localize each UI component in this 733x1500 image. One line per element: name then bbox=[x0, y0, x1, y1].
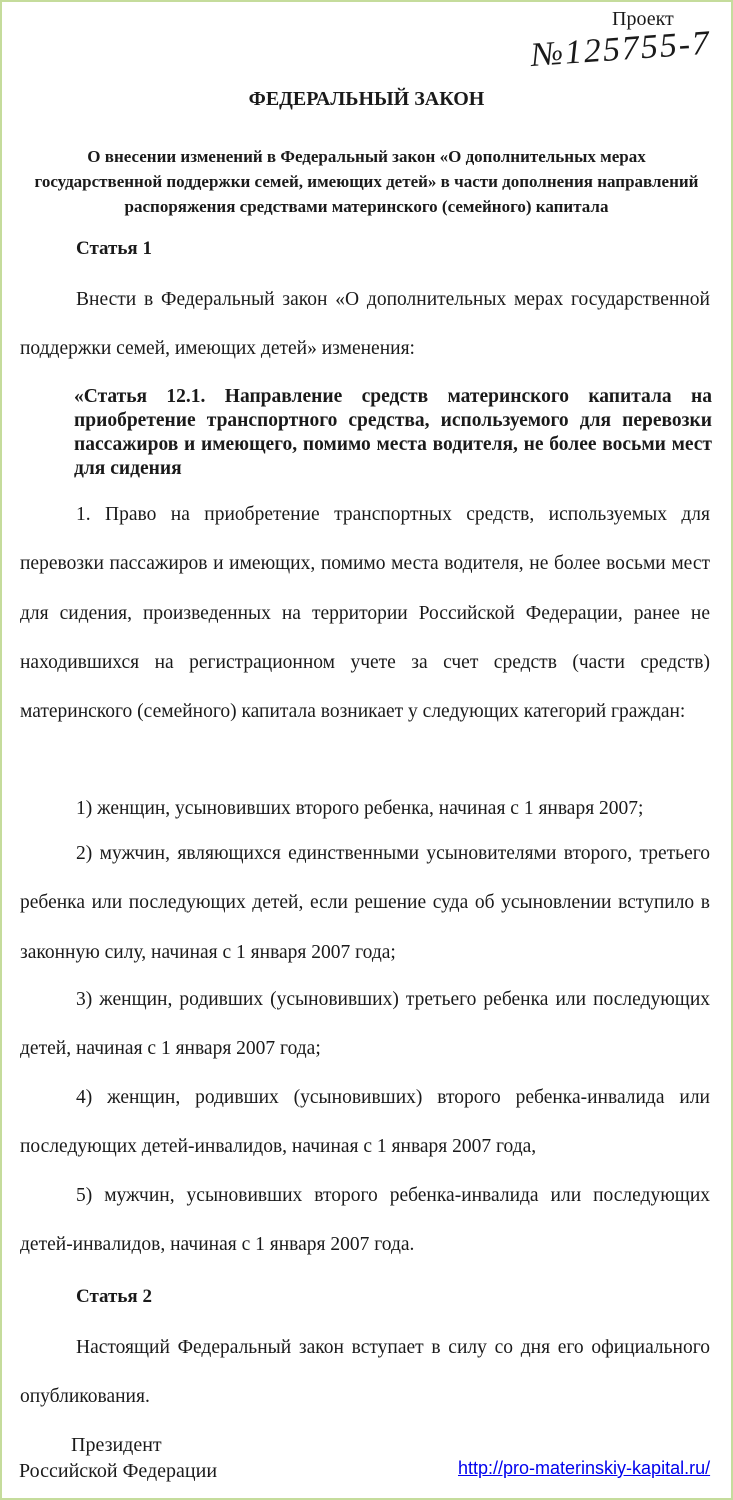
new-article-title: «Статья 12.1. Направление средств материнского капитала на приобретение транспортного средства, используемого для перевозки пассажиров и имеющего, помимо места водителя, не более восьми мест для сидения bbox=[74, 386, 712, 479]
list-item-2: 2) мужчин, являющихся единственными усыновителями второго, третьего ребенка или последующих детей, если решение суда об усыновлении вступило в законную силу, начиная с 1 января 2007 года; bbox=[20, 843, 710, 963]
signature-block bbox=[19, 1432, 217, 1484]
law-subtitle: О внесении изменений в Федеральный закон «О дополнительных мерах государственной поддержки семей, имеющих детей» в части дополнения направлений распоряжения средствами материнского (семейного) капитала bbox=[34, 147, 699, 216]
article-1-intro: Внести в Федеральный закон «О дополнительных мерах государственной поддержки семей, имеющих детей» изменения: bbox=[20, 289, 710, 359]
article-2-heading: Статья 2 bbox=[76, 1286, 152, 1307]
registration-number: №125755-7 bbox=[529, 24, 713, 74]
article-1-heading: Статья 1 bbox=[76, 238, 152, 259]
list-item-5: 5) мужчин, усыновивших второго ребенка-инвалида или последующих детей-инвалидов, начиная с 1 января 2007 года. bbox=[20, 1185, 710, 1256]
source-link[interactable]: http://pro-materinskiy-kapital.ru/ bbox=[458, 1458, 711, 1478]
signature-country: Российской Федерации bbox=[19, 1460, 218, 1482]
law-title: ФЕДЕРАЛЬНЫЙ ЗАКОН bbox=[248, 88, 485, 110]
article-2-text: Настоящий Федеральный закон вступает в силу со дня его официального опубликования. bbox=[20, 1337, 710, 1408]
draft-label: Проект bbox=[612, 8, 674, 30]
signature-title: Президент bbox=[71, 1434, 162, 1456]
clause-1: 1. Право на приобретение транспортных средств, используемых для перевозки пассажиров и имеющих, помимо места водителя, не более восьми мест для сидения, произведенных на территории Российской Федерации, ранее не находившихся на регистрационном учете за счет средств (части средств) материнского (семейного) капитала возникает у следующих категорий граждан: bbox=[20, 504, 710, 723]
list-item-3: 3) женщин, родивших (усыновивших) третьего ребенка или последующих детей, начиная с 1 января 2007 года; bbox=[20, 989, 710, 1060]
list-item-4: 4) женщин, родивших (усыновивших) второго ребенка-инвалида или последующих детей-инвалидов, начиная с 1 января 2007 года, bbox=[20, 1087, 710, 1158]
list-item-1: 1) женщин, усыновивших второго ребенка, начиная с 1 января 2007; bbox=[76, 798, 644, 819]
